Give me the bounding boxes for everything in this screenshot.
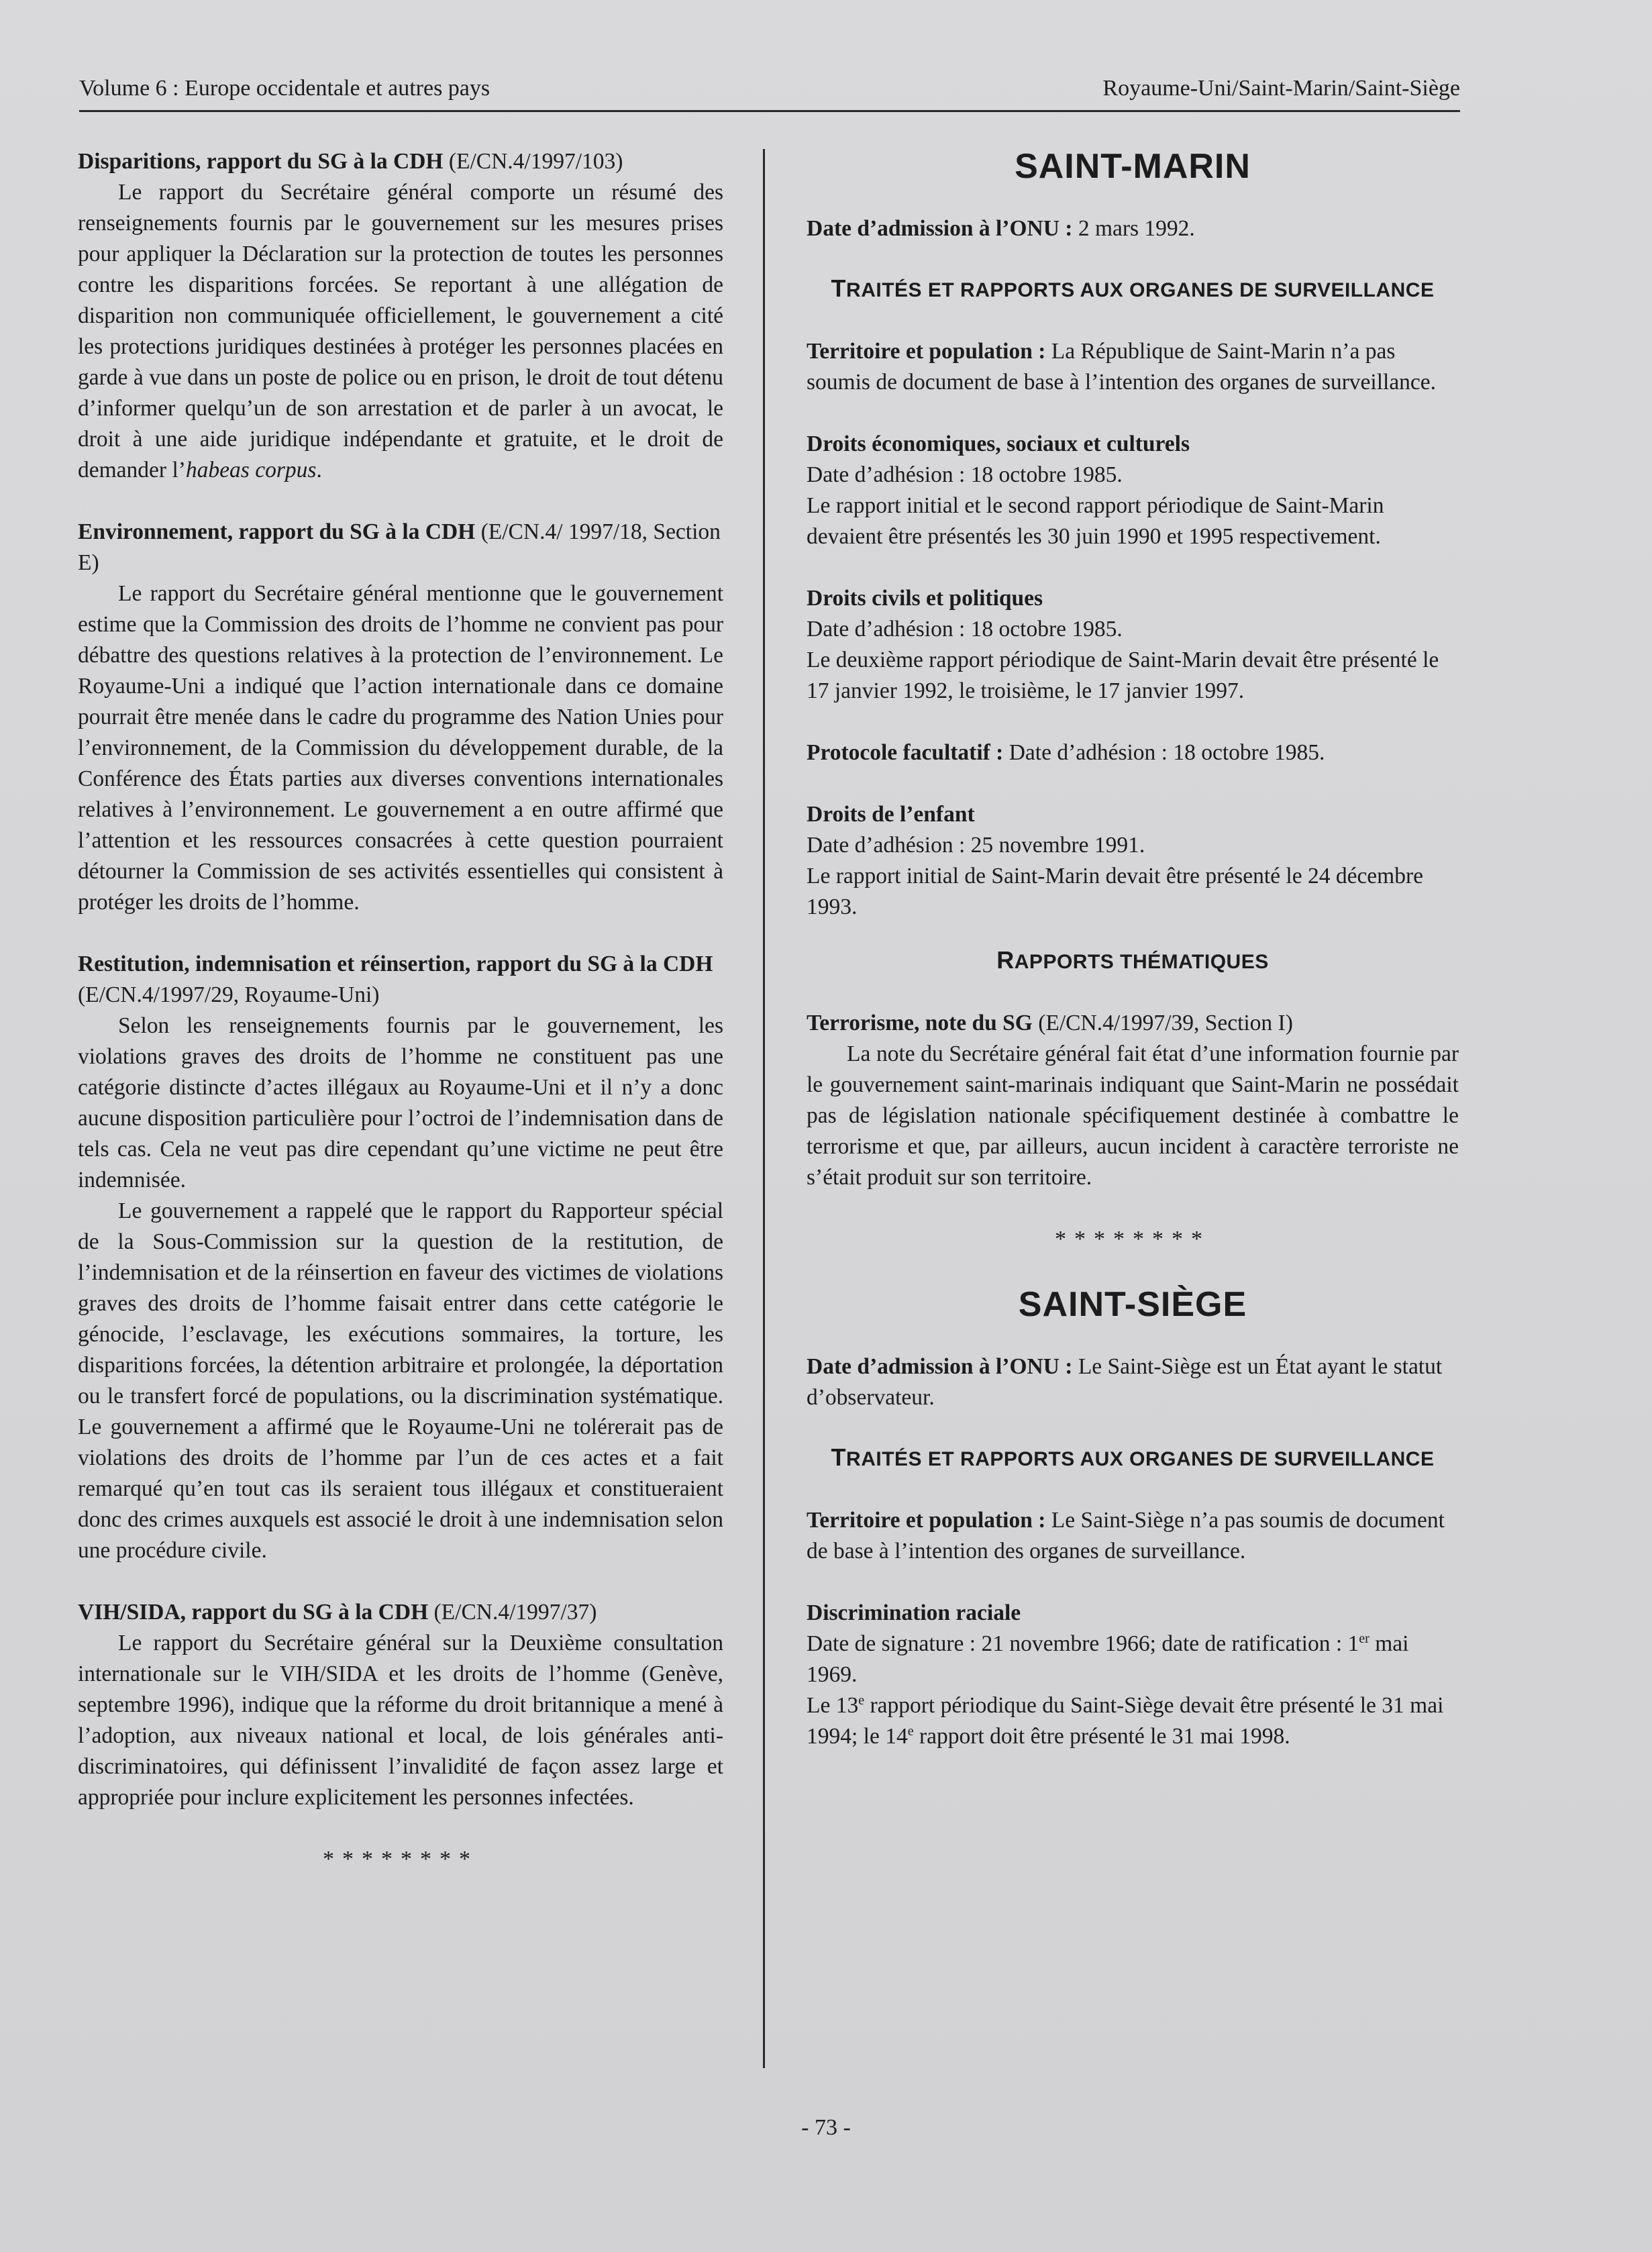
section-title: Environnement, rapport du SG à la CDH <box>78 519 476 544</box>
superscript: e <box>858 1692 865 1708</box>
territory-label: Territoire et population : <box>807 1508 1046 1533</box>
section-paragraph: Le gouvernement a rappelé que le rapport du Rapporteur spécial de la Sous-Commission sur la question de la restitution, de l’indemnisation et de la réinsertion en faveur des victimes de violations graves des droits de l’homme faisait entrer dans cette catégorie le génocide, l’esclavage, les exécutions sommaires, la torture, les disparitions forcées, la détention arbitraire et prolongée, la déportation ou le transfert forcé de populations, ou la discrimination systématique. Le gouvernement a affirmé que le Royaume-Uni ne tolérerait pas de violations des droits de l’homme par l’un de ces actes et a fait remarqué qu’en tout cas ils seraient tous illégaux et constitueraient donc des crimes auxquels est associé le droit à une indemnisation selon une procédure civile. <box>78 1198 723 1563</box>
treaties-heading <box>807 275 1459 304</box>
right-column <box>807 146 1459 1752</box>
header-countries: Royaume-Uni/Saint-Marin/Saint-Siège <box>1102 76 1460 101</box>
country-title-saint-siege: SAINT-SIÈGE <box>1018 1285 1247 1324</box>
section-title: VIH/SIDA, rapport du SG à la CDH <box>78 1600 429 1625</box>
treaty-line <box>807 1690 1459 1752</box>
terrorism-text: La note du Secrétaire général fait état d’une information fournie par le gouvernement saint-marinais indiquant que Saint-Marin ne possédait pas de législation nationale spécifiquement destinée à combattre le terrorisme et que, par ailleurs, aucun incident à caractère terroriste ne s’était produit sur son territoire. <box>807 1041 1459 1190</box>
line-text: rapport doit être présenté le 31 mai 1998. <box>913 1724 1290 1749</box>
admission-value: Le Saint-Siège est un État ayant le statut d’observateur. <box>807 1354 1443 1410</box>
heading-rest: RAITÉS ET RAPPORTS AUX ORGANES DE SURVEILLANCE <box>846 1448 1435 1470</box>
treaty-line: Le rapport initial de Saint-Marin devait être présenté le 24 décembre 1993. <box>807 864 1424 919</box>
page-number: - 73 - <box>801 2115 851 2140</box>
superscript: er <box>1359 1631 1370 1646</box>
terrorism-ref: (E/CN.4/1997/39, Section I) <box>1032 1011 1293 1035</box>
header-rule <box>79 110 1460 112</box>
country-title-saint-marin: SAINT-MARIN <box>1015 147 1251 186</box>
treaty-racial <box>807 1598 1459 1752</box>
heading-rest: APPORTS THÉMATIQUES <box>1014 951 1269 973</box>
section-paragraph: Le rapport du Secrétaire général mentionne que le gouvernement estime que la Commission des droits de l’homme ne convient pas pour débattre des questions relatives à la protection de l’environnement. Le Royaume-Uni a indiqué que l’action internationale dans ce domaine pourrait être menée dans le cadre du programme des Nation Unies pour l’environnement, de la Commission du développement durable, de la Conférence des États parties aux diverses conventions internationales relatives à l’environnement. Le gouvernement a en outre affirmé que l’attention et les ressources consacrées à cette question pourraient détourner la Commission de ses activités essentielles qui consistent à protéger les droits de l’homme. <box>78 581 723 915</box>
section-heading <box>78 1597 723 1628</box>
section-heading <box>78 949 723 1011</box>
treaty-line: Le rapport initial et le second rapport périodique de Saint-Marin devaient être présentés les 30 juin 1990 et 1995 respectivement. <box>807 493 1384 549</box>
heading-initial: R <box>996 946 1015 974</box>
territory-population <box>807 1505 1459 1567</box>
heading-initial: T <box>831 1443 847 1471</box>
treaty-line <box>807 1629 1459 1690</box>
section-reference: (E/CN.4/1997/29, Royaume-Uni) <box>78 982 380 1007</box>
section-reference: (E/CN.4/ 1997/18, Section E) <box>78 519 721 575</box>
terrorism-label: Terrorisme, note du SG <box>807 1011 1033 1035</box>
admission-label: Date d’admission à l’ONU : <box>807 216 1073 241</box>
line-text: Date de signature : 21 novembre 1966; date de ratification : 1 <box>807 1631 1359 1656</box>
separator-stars: ******** <box>1055 1227 1210 1251</box>
section-reference: (E/CN.4/1997/103) <box>443 149 623 174</box>
superscript: e <box>907 1723 914 1739</box>
territory-text: Le Saint-Siège n’a pas soumis de document de base à l’intention des organes de surveillance. <box>807 1508 1445 1564</box>
section-title: Restitution, indemnisation et réinsertion, rapport du SG à la CDH <box>78 952 713 976</box>
admission-label: Date d’admission à l’ONU : <box>807 1354 1073 1379</box>
header-volume: Volume 6 : Europe occidentale et autres pays <box>79 76 491 101</box>
admission-date <box>807 213 1459 244</box>
treaties-heading <box>807 1444 1459 1473</box>
territory-text: La République de Saint-Marin n’a pas soumis de document de base à l’intention des organes de surveillance. <box>807 339 1437 395</box>
section-vih-sida <box>78 1597 723 1813</box>
treaty-title: Discrimination raciale <box>807 1600 1021 1625</box>
treaty-title: Droits civils et politiques <box>807 586 1043 611</box>
separator-stars: ******** <box>323 1847 478 1872</box>
section-environnement <box>78 517 723 918</box>
protocol-label: Protocole facultatif : <box>807 740 1004 765</box>
treaty-line: Date d’adhésion : 18 octobre 1985. <box>807 617 1123 642</box>
admission-date <box>807 1351 1459 1413</box>
heading-initial: T <box>831 274 847 302</box>
protocol-text: Date d’adhésion : 18 octobre 1985. <box>1003 740 1325 765</box>
line-text: mai 1969. <box>807 1631 1409 1687</box>
treaty-title: Droits économiques, sociaux et culturels <box>807 431 1190 456</box>
treaty-child <box>807 799 1459 923</box>
left-column <box>78 146 723 1875</box>
treaty-dcp <box>807 583 1459 707</box>
section-paragraph: Selon les renseignements fournis par le gouvernement, les violations graves des droits de l’homme ne constituent pas une catégorie distincte d’actes illégaux au Royaume-Uni et il n’y a donc aucune disposition particulière pour l’octroi de l’indemnisation dans de tels cas. Cela ne veut pas dire cependant qu’une victime ne peut être indemnisée. <box>78 1013 723 1192</box>
section-paragraph: Le rapport du Secrétaire général comporte un résumé des renseignements fournis par le gouvernement sur les mesures prises pour appliquer la Déclaration sur la protection de toutes les personnes contre les disparitions forcées. Se reportant à une allégation de disparition non communiquée officiellement, le gouvernement a cité les protections juridiques destinées à protéger les personnes placées en garde à vue dans un poste de police ou en prison, le droit de tout détenu d’informer quelqu’un de son arrestation et de parler à un avocat, le droit à une aide juridique indépendante et gratuite, et le droit de demander l’habeas corpus. <box>78 180 723 482</box>
treaty-line: Le deuxième rapport périodique de Saint-Marin devait être présenté le 17 janvier 1992, le troisième, le 17 janvier 1997. <box>807 648 1439 703</box>
treaty-title: Droits de l’enfant <box>807 802 975 827</box>
line-text: rapport périodique du Saint-Siège devait être présenté le 31 mai 1994; le 14 <box>807 1693 1444 1749</box>
column-divider <box>763 149 765 2068</box>
terrorism-heading <box>807 1008 1459 1039</box>
section-heading <box>78 146 723 177</box>
optional-protocol <box>807 737 1459 768</box>
treaty-line: Date d’adhésion : 25 novembre 1991. <box>807 833 1145 858</box>
section-reference: (E/CN.4/1997/37) <box>428 1600 597 1625</box>
section-paragraph: Le rapport du Secrétaire général sur la Deuxième consultation internationale sur le VIH/SIDA et les droits de l’homme (Genève, septembre 1996), indique que la réforme du droit britannique a mené à l’adoption, aux niveaux national et local, de lois générales anti-discriminatoires, qui définissent l’invalidité de façon assez large et appropriée pour inclure explicitement les personnes infectées. <box>78 1631 723 1810</box>
running-header <box>79 74 1460 103</box>
terrorism-note <box>807 1008 1459 1193</box>
thematic-heading <box>807 947 1459 976</box>
section-title: Disparitions, rapport du SG à la CDH <box>78 149 444 174</box>
treaty-desc <box>807 429 1459 552</box>
treaty-line: Date d’adhésion : 18 octobre 1985. <box>807 462 1123 487</box>
admission-value: 2 mars 1992. <box>1072 216 1195 241</box>
section-disparitions <box>78 146 723 486</box>
section-restitution <box>78 949 723 1566</box>
territory-label: Territoire et population : <box>807 339 1046 364</box>
heading-rest: RAITÉS ET RAPPORTS AUX ORGANES DE SURVEILLANCE <box>846 279 1435 301</box>
section-heading <box>78 517 723 578</box>
territory-population <box>807 336 1459 398</box>
line-text: Le 13 <box>807 1693 859 1718</box>
